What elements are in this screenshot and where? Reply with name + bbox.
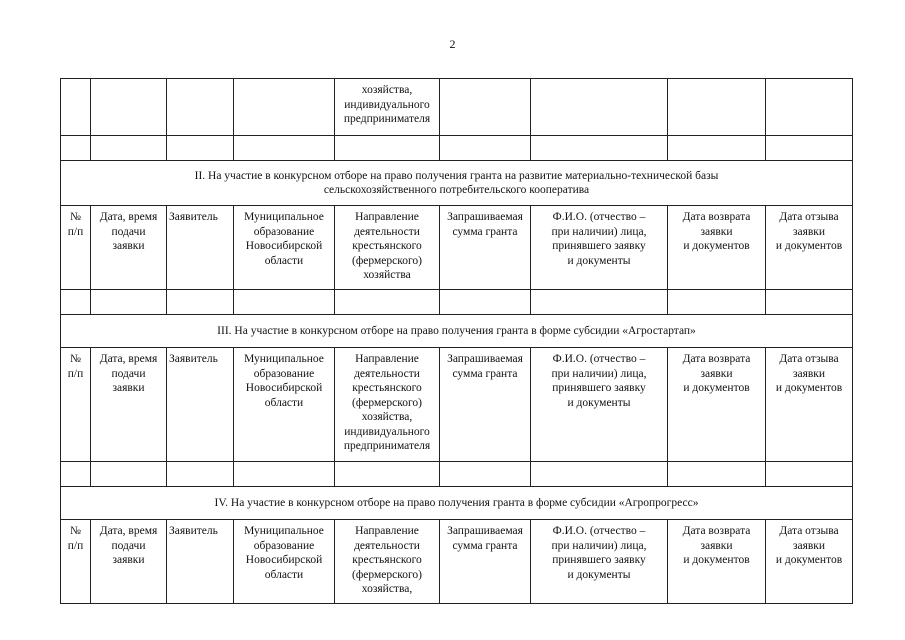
empty-row <box>61 290 853 315</box>
header-direction: Направление деятельности крестьянского (фермерского) хозяйства, индивидуального предпринимателя <box>335 348 440 462</box>
section-title: III. На участие в конкурсном отборе на право получения гранта в форме субсидии «Агростартап» <box>61 315 853 348</box>
header-applicant: Заявитель <box>167 520 234 604</box>
section-title-row <box>61 487 853 520</box>
section-title: IV. На участие в конкурсном отборе на право получения гранта в форме субсидии «Агропрогресс» <box>61 487 853 520</box>
header-receiver: Ф.И.О. (отчество – при наличии) лица, принявшего заявку и документы <box>531 348 668 462</box>
header-amount: Запрашиваемая сумма гранта <box>440 206 531 290</box>
header-amount: Запрашиваемая сумма гранта <box>440 520 531 604</box>
column-header-row <box>61 348 853 462</box>
header-municipality: Муниципальное образование Новосибирской области <box>234 348 335 462</box>
header-municipality: Муниципальное образование Новосибирской области <box>234 520 335 604</box>
table-cell <box>668 79 766 136</box>
header-withdraw-date: Дата отзыва заявки и документов <box>766 520 853 604</box>
header-applicant: Заявитель <box>167 348 234 462</box>
empty-row <box>61 462 853 487</box>
header-withdraw-date: Дата отзыва заявки и документов <box>766 348 853 462</box>
continuation-row <box>61 79 853 136</box>
header-receiver: Ф.И.О. (отчество – при наличии) лица, принявшего заявку и документы <box>531 206 668 290</box>
table-cell <box>440 79 531 136</box>
table-cell <box>531 79 668 136</box>
table-cell <box>167 79 234 136</box>
empty-row <box>61 136 853 161</box>
header-date-time: Дата, время подачи заявки <box>91 206 167 290</box>
header-withdraw-date: Дата отзыва заявки и документов <box>766 206 853 290</box>
header-direction: Направление деятельности крестьянского (фермерского) хозяйства <box>335 206 440 290</box>
page-number: 2 <box>449 37 456 51</box>
header-receiver: Ф.И.О. (отчество – при наличии) лица, принявшего заявку и документы <box>531 520 668 604</box>
header-number: № п/п <box>61 206 91 290</box>
header-number: № п/п <box>61 520 91 604</box>
section-title-row <box>61 161 853 206</box>
header-date-time: Дата, время подачи заявки <box>91 348 167 462</box>
header-number: № п/п <box>61 348 91 462</box>
header-municipality: Муниципальное образование Новосибирской области <box>234 206 335 290</box>
column-header-row <box>61 206 853 290</box>
header-amount: Запрашиваемая сумма гранта <box>440 348 531 462</box>
table-cell <box>766 79 853 136</box>
header-direction: Направление деятельности крестьянского (фермерского) хозяйства, <box>335 520 440 604</box>
section-title: II. На участие в конкурсном отборе на право получения гранта на развитие материально-технической базы сельскохозяйственного потребительского кооператива <box>61 161 853 206</box>
header-return-date: Дата возврата заявки и документов <box>668 520 766 604</box>
header-date-time: Дата, время подачи заявки <box>91 520 167 604</box>
table-cell <box>91 79 167 136</box>
section-title-row <box>61 315 853 348</box>
column-header-row <box>61 520 853 604</box>
table-cell <box>61 79 91 136</box>
applications-register-table <box>60 78 853 604</box>
header-return-date: Дата возврата заявки и документов <box>668 348 766 462</box>
header-return-date: Дата возврата заявки и документов <box>668 206 766 290</box>
table-cell <box>234 79 335 136</box>
header-applicant: Заявитель <box>167 206 234 290</box>
continuation-direction-cell: хозяйства, индивидуального предпринимателя <box>335 79 440 136</box>
